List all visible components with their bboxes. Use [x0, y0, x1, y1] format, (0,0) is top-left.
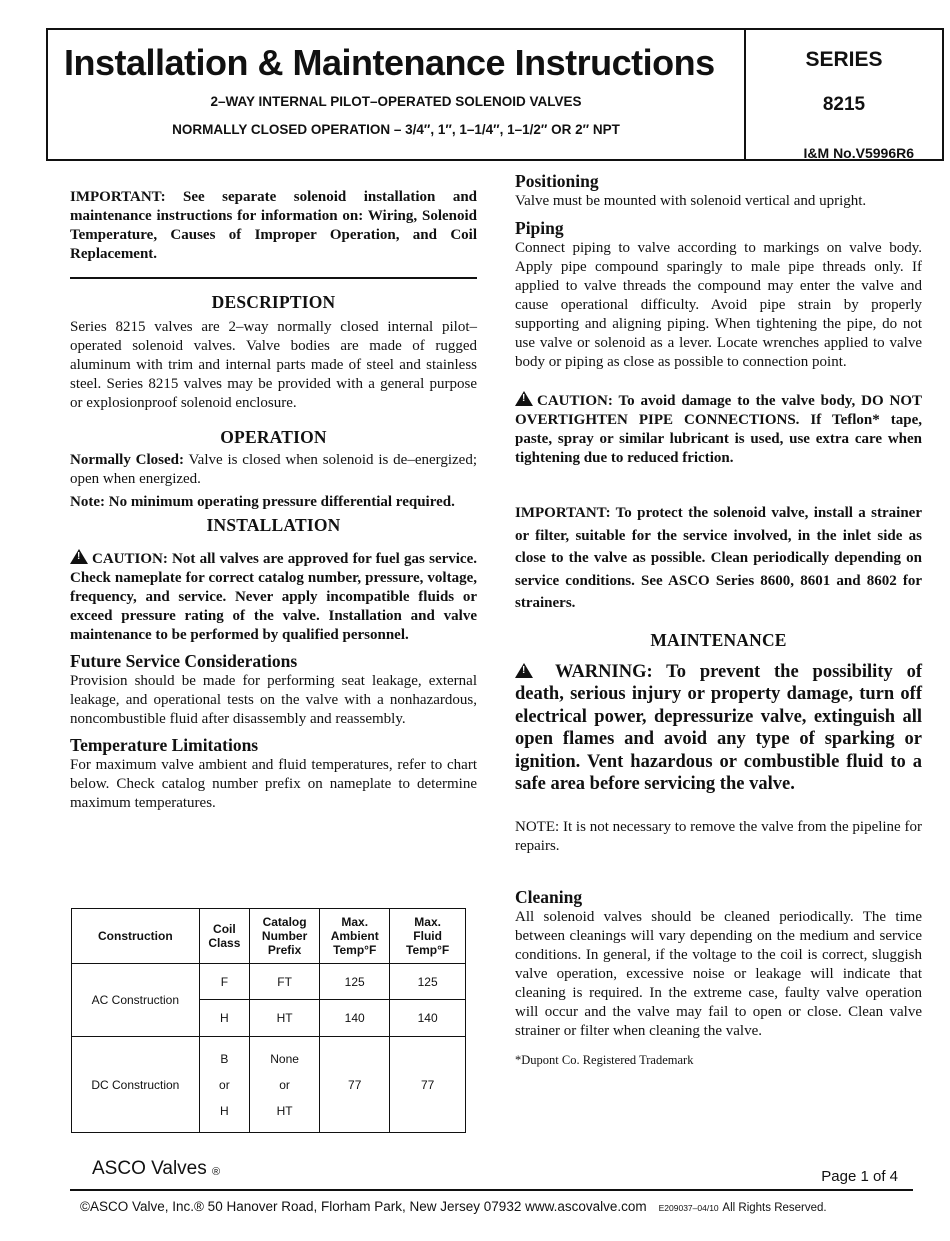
installation-heading: INSTALLATION [206, 515, 341, 535]
positioning-heading: Positioning [515, 171, 599, 191]
document-code: E209037–04/10 [658, 1203, 719, 1213]
divider [70, 277, 477, 279]
series-label: SERIES [805, 48, 883, 71]
header-construction: Construction [72, 909, 200, 964]
header-box [46, 28, 944, 161]
header-catalog-prefix: Catalog Number Prefix [250, 909, 320, 964]
temperature-text: For maximum valve ambient and fluid temperatures, refer to chart below. Check catalog number prefix on nameplate to determine maximum temperatures. [70, 757, 477, 811]
cell-fluid: 77 [390, 1037, 466, 1133]
right-column [515, 170, 922, 1070]
table-row [72, 1037, 466, 1133]
cleaning-text: All solenoid valves should be cleaned periodically. The time between cleanings will vary depending on the medium and service conditions. In general, if the voltage to the coil is correct, sluggish valve operation, excessive noise or leakage will indicate that cleaning is required. In the extreme case, faulty valve operation will occur and the valve may fail to open or close. Clean valve strainer or filter when cleaning the valve. [515, 908, 922, 1039]
warning-triangle-icon [515, 391, 533, 406]
maintenance-warning [515, 661, 922, 796]
page-number: Page 1 of 4 [821, 1168, 898, 1185]
cell-coil: B or H [199, 1037, 249, 1133]
header-max-fluid: Max. Fluid Temp°F [390, 909, 466, 964]
cleaning-heading: Cleaning [515, 886, 583, 907]
document-subtitle-line2: NORMALLY CLOSED OPERATION – 3/4″, 1″, 1–1/4″, 1–1/2″ OR 2″ NPT [172, 122, 620, 137]
installation-caution [70, 549, 477, 645]
temperature-table [71, 908, 466, 1133]
cell-ambient: 140 [320, 1000, 390, 1037]
operation-heading: OPERATION [220, 427, 327, 447]
piping-caution-text: CAUTION: To avoid damage to the valve body, DO NOT OVERTIGHTEN PIPE CONNECTIONS. If Teflon* tape, paste, spray or similar lubricant is used, use extra care when tightening due to reduced friction. [515, 393, 922, 466]
important-notice [70, 188, 477, 264]
important-text: See separate solenoid installation and maintenance instructions for information on: Wiring, Solenoid Temperature, Causes of Improper Operation, and Coil Replacement. [70, 189, 478, 262]
rights-text: All Rights Reserved. [722, 1202, 827, 1214]
left-column [70, 188, 477, 813]
series-number: 8215 [822, 94, 866, 115]
operation-normally-closed [70, 451, 477, 489]
maintenance-warning-text: WARNING: To prevent the possibility of death, serious injury or property damage, turn off electrical power, depressurize valve, extinguish all open flames and avoid any type of sparking or ignition. Vent hazardous or combustible fluid to a safe area before servicing the valve. [515, 661, 922, 794]
warning-triangle-icon [515, 663, 533, 678]
temperature-heading: Temperature Limitations [70, 735, 259, 755]
description-heading: DESCRIPTION [211, 292, 336, 312]
future-service-text: Provision should be made for performing seat leakage, external leakage, and operational tests on the valve with a nonhazardous, noncombustible fluid after disassembly and reassembly. [70, 673, 477, 727]
table-header-row [72, 909, 466, 964]
piping-text: Connect piping to valve according to markings on valve body. Apply pipe compound sparingly to male pipe threads only. If applied to valve threads the compound may enter the valve and cause operational difficulty. Avoid pipe strain by properly supporting and aligning piping. When tightening the pipe, do not use valve or solenoid as a lever. Locate wrenches applied to valve body or piping as close as possible to connection point. [515, 240, 922, 370]
cell-fluid: 125 [390, 964, 466, 1000]
piping-caution [515, 391, 922, 468]
registered-mark: ® [212, 1166, 221, 1178]
installation-caution-text: CAUTION: Not all valves are approved for fuel gas service. Check nameplate for correct catalog number, pressure, voltage, frequency, and service. Never apply incompatible fluids or exceed pressure rating of the valve. Installation and valve maintenance to be performed by qualified personnel. [70, 551, 477, 643]
cell-ambient: 125 [320, 964, 390, 1000]
normally-closed-label: Normally Closed: [70, 452, 184, 468]
header-coil-class: Coil Class [199, 909, 249, 964]
cell-coil: F [199, 964, 249, 1000]
cell-prefix: FT [250, 964, 320, 1000]
cell-prefix: None or HT [250, 1037, 320, 1133]
company-address: ©ASCO Valve, Inc.® 50 Hanover Road, Florham Park, New Jersey 07932 www.ascovalve.com [80, 1199, 647, 1214]
normally-closed-text: Valve is closed when solenoid is de–energized; open when energized. [70, 452, 478, 487]
footer-divider [70, 1189, 913, 1191]
trademark-footnote: *Dupont Co. Registered Trademark [515, 1052, 694, 1067]
cell-prefix: HT [250, 1000, 320, 1037]
piping-heading: Piping [515, 218, 564, 238]
cell-dc-construction: DC Construction [72, 1037, 200, 1133]
cell-ac-construction: AC Construction [72, 964, 200, 1037]
warning-triangle-icon [70, 549, 88, 564]
document-subtitle-line1: 2–WAY INTERNAL PILOT–OPERATED SOLENOID VALVES [210, 94, 582, 109]
header-max-ambient: Max. Ambient Temp°F [320, 909, 390, 964]
cell-ambient: 77 [320, 1037, 390, 1133]
footer-company-line [80, 1199, 827, 1214]
cell-fluid: 140 [390, 1000, 466, 1037]
operation-note: Note: No minimum operating pressure differential required. [70, 494, 455, 510]
positioning-text: Valve must be mounted with solenoid vertical and upright. [515, 193, 867, 209]
maintenance-note: NOTE: It is not necessary to remove the valve from the pipeline for repairs. [515, 818, 922, 854]
document-title: Installation & Maintenance Instructions [64, 42, 715, 83]
strainer-important: IMPORTANT: To protect the solenoid valve, install a strainer or filter, suitable for the service involved, in the inlet side as close to the valve as possible. Clean periodically depending on service conditions. See ASCO Series 8600, 8601 and 8602 for strainers. [515, 505, 922, 611]
im-number: I&M No.V5996R6 [803, 145, 914, 161]
description-text: Series 8215 valves are 2–way normally closed internal pilot–operated solenoid valves. Valve bodies are made of rugged aluminum with trim and internal parts made of steel and stainless steel. Series 8215 valves may be provided with a general purpose or explosionproof solenoid enclosure. [70, 319, 477, 411]
important-label: IMPORTANT: [70, 189, 166, 205]
cell-coil: H [199, 1000, 249, 1037]
table-row [72, 964, 466, 1000]
footer-brand: ASCO Valves ® [92, 1158, 221, 1179]
future-service-heading: Future Service Considerations [70, 651, 298, 671]
maintenance-heading: MAINTENANCE [650, 629, 787, 650]
